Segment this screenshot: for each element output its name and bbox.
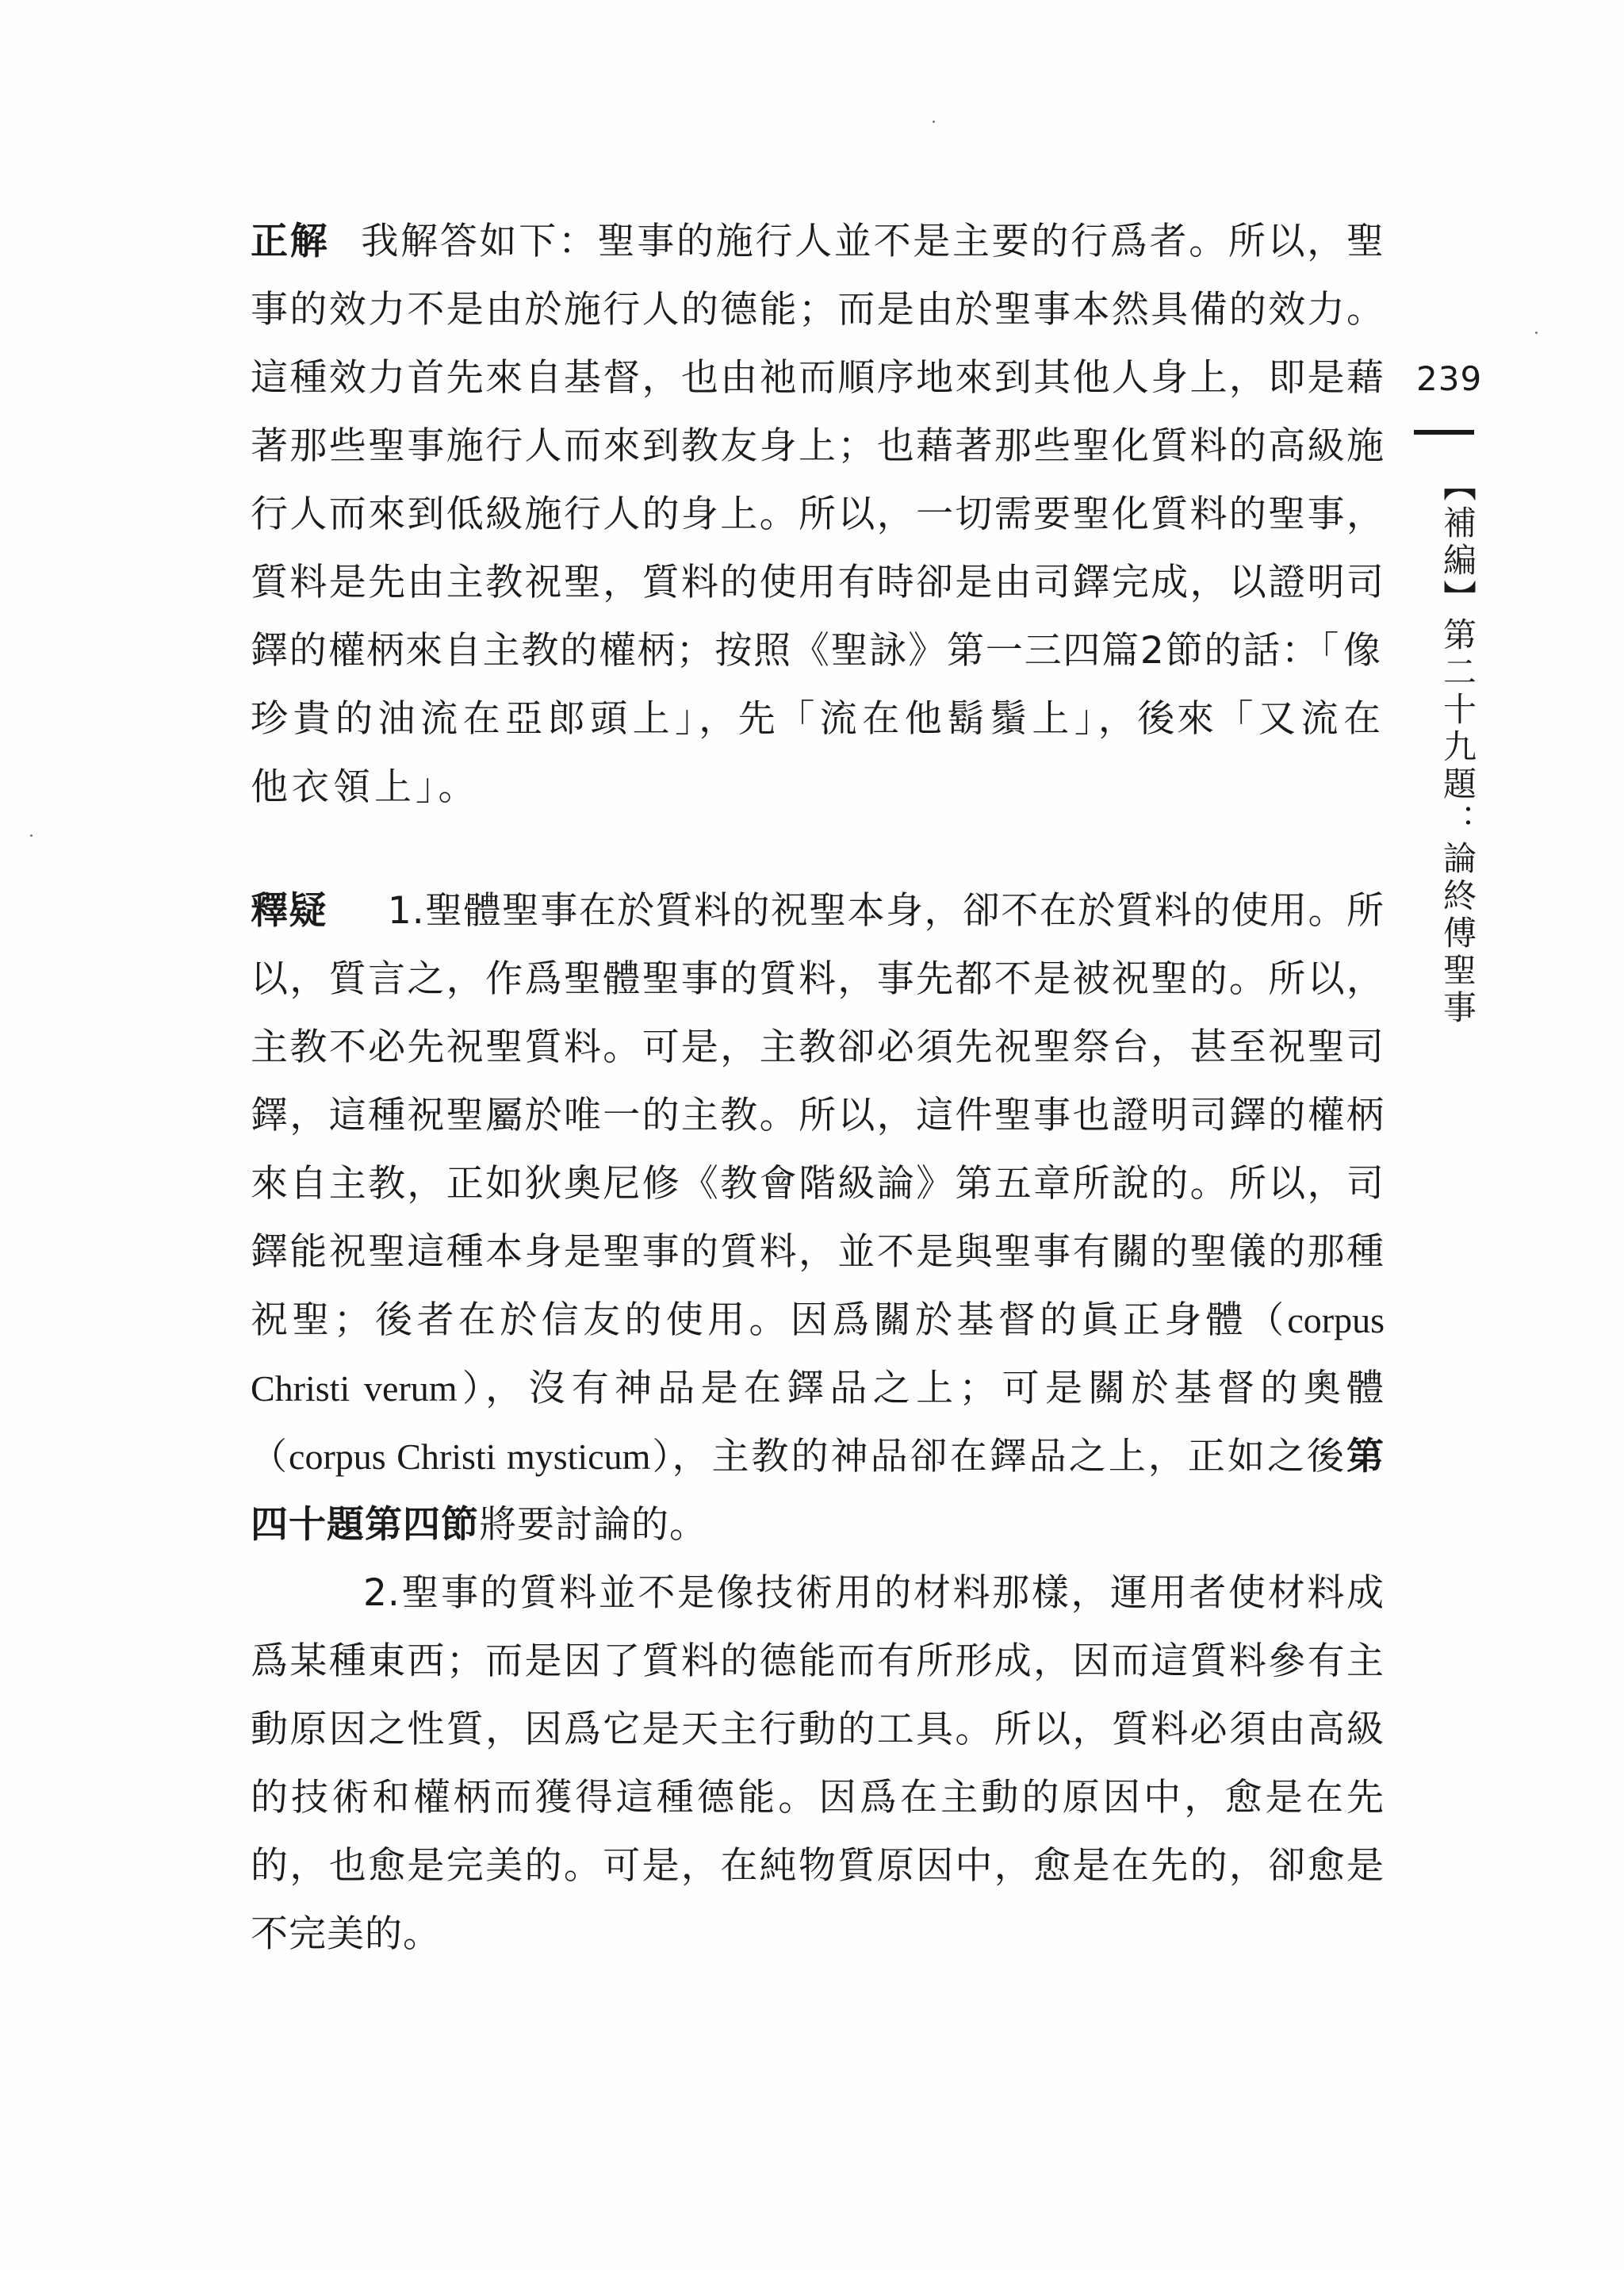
scan-speck [1535,332,1538,334]
main-text [251,208,1385,1969]
objection-1-text: ，主教的神品卻在鐸品之上，正如之後 [672,1435,1347,1478]
answer-text: ，先 [699,697,778,741]
objection-2-text: 聖事的質料並不是像技術用的材料那樣，運用者使材料成爲某種東西；而是因了質料的德能而有所形成，因而這質料參有主動原因之性質，因爲它是天主行動的工具。所以，質料必須由高級的技術和權柄而獲得這種德能。因爲在主動的原因中，愈是在先的，也愈是完美的。可是，在純物質原因中，愈是在先的，卻愈是不完美的。 [251,1571,1385,1956]
answer-paragraph [251,208,1385,822]
scripture-quote: 「像珍貴的油流在亞郎頭上」 [251,629,1385,741]
header-rule [1414,430,1474,435]
objection-1-paragraph [251,877,1385,1559]
latin-term: （corpus Christi verum） [251,1300,1385,1409]
page-number: 239 [1416,359,1483,398]
objection-1-text: 聖體聖事在於質料的祝聖本身，卻不在於質料的使用。所以，質言之，作爲聖體聖事的質料，事先都不是被祝聖的。所以，主教不必先祝聖質料。可是，主教卻必須先祝聖祭台，甚至祝聖司鐸，這種祝聖屬於唯一的主教。所以，這件聖事也證明司鐸的權柄來自主教，正如狄奧尼修《教會階級論》第五章所說的。所以，司鐸能祝聖這種本身是聖事的質料，並不是與聖事有關的聖儀的那種祝聖；後者在於信友的使用。因爲關於基督的眞正身體 [251,889,1385,1342]
answer-text: 。 [438,765,477,809]
cross-reference: 第四十題第四節 [251,1435,1385,1547]
objection-1-number: 1. [387,889,425,933]
objection-1-text: ，沒有神品是在鐸品之上；可是關於基督的奧體 [485,1367,1385,1410]
scripture-quote: 「又流在他衣領上」 [251,697,1385,809]
answer-text: ，後來 [1097,697,1216,741]
objection-2-number: 2. [363,1571,400,1615]
scripture-quote: 「流在他鬍鬚上」 [777,697,1098,741]
running-head: 【補編】第二十九題：論終傅聖事 [1438,468,1477,1027]
scan-speck [30,834,33,837]
scan-speck [933,121,935,123]
objections-label: 釋疑 [251,889,327,933]
latin-term: （corpus Christi mysticum） [251,1436,672,1477]
objection-1-text: 將要討論的。 [479,1503,707,1547]
answer-text: 我解答如下：聖事的施行人並不是主要的行爲者。所以，聖事的效力不是由於施行人的德能；而是由於聖事本然具備的效力。這種效力首先來自基督，也由祂而順序地來到其他人身上，即是藉著那些聖事施行人而來到教友身上；也藉著那些聖化質料的高級施行人而來到低級施行人的身上。所以，一切需要聖化質料的聖事，質料是先由主教祝聖，質料的使用有時卻是由司鐸完成，以證明司鐸的權柄來自主教的權柄；按照《聖詠》第一三四篇2節的話： [251,220,1385,673]
answer-label: 正解 [251,220,330,263]
paragraph-gap [251,822,1385,877]
objection-2-paragraph [251,1559,1385,1969]
